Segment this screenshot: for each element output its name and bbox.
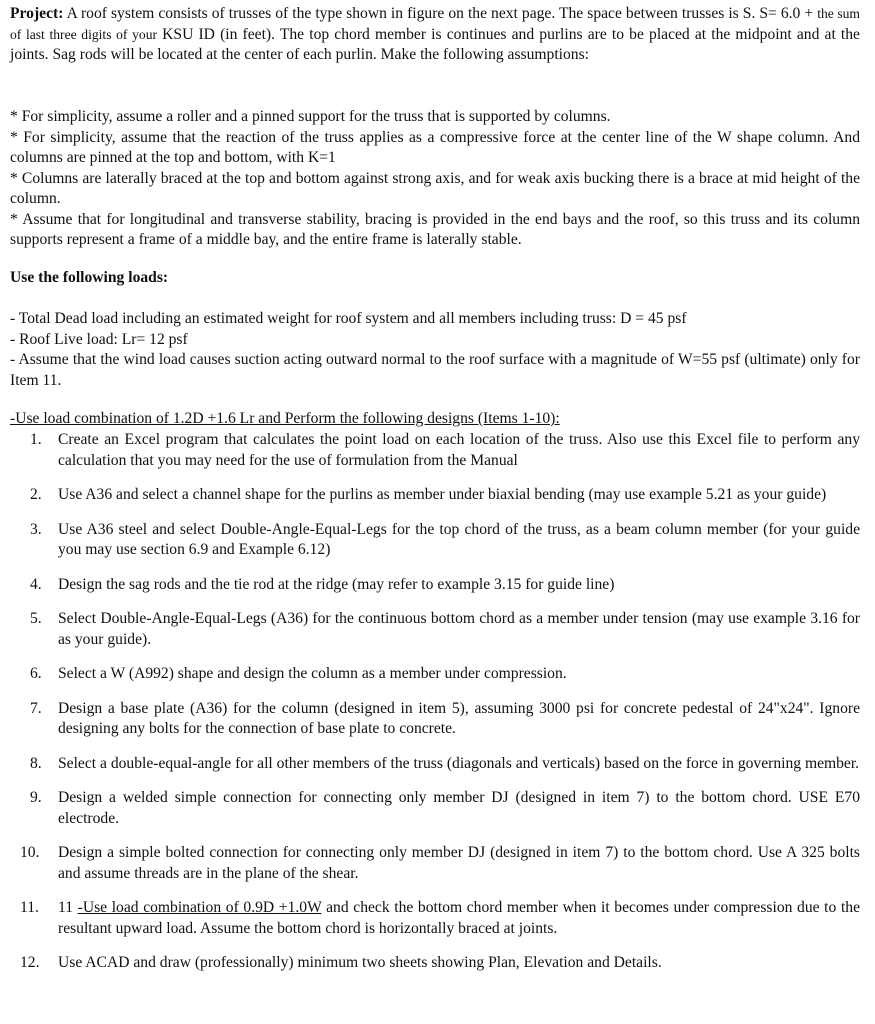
item-number: 2. [30,486,42,503]
item-number: 4. [30,575,42,593]
item-number: 8. [30,754,42,772]
design-item [10,485,860,506]
assumption-2: * For simplicity, assume that the reaction of the truss applies as a compressive force at the center line of the W shape column. And columns are pinned at the top and bottom, with K=1 [10,128,860,166]
item-text: Select Double-Angle-Equal-Legs (A36) for the continuous bottom chord as a member under tension (may use example 3.16 for as your guide). [58,610,860,648]
design-item [10,953,860,974]
item-text: Use ACAD and draw (professionally) minimum two sheets showing Plan, Elevation and Details. [58,954,662,971]
item-text: Use A36 and select a channel shape for the purlins as member under biaxial bending (may use example 5.21 as your guide) [58,486,827,503]
design-item [10,430,860,471]
wind-load: - Assume that the wind load causes suction acting outward normal to the roof surface with a magnitude of W=55 psf (ultimate) only for Item 11. [10,351,860,389]
item-text: Design a simple bolted connection for connecting only member DJ (designed in item 7) to the bottom chord. Use A 325 bolts and assume threads are in the plane of the shear. [58,844,860,882]
assumptions-list [10,107,860,251]
loads-heading: Use the following loads: [10,269,169,286]
item-text: Select a double-equal-angle for all other members of the truss (diagonals and verticals) based on the force in governing member. [58,754,860,772]
item-text: Design a base plate (A36) for the column (designed in item 5), assuming 3000 psi for concrete pedestal of 24"x24". Ignore designing any bolts for the connection of base plate to concrete. [58,699,860,737]
design-item [10,788,860,829]
live-load: - Roof Live load: Lr= 12 psf [10,330,188,348]
item-11-prefix: 11 [58,899,78,916]
item-text: Create an Excel program that calculates the point load on each location of the truss. Also use this Excel file to perform any calculation that you may need for the use of formulation from the Manual [58,431,860,469]
design-item [10,699,860,740]
assumption-3: * Columns are laterally braced at the top and bottom against strong axis, and for weak axis bucking there is a brace at mid height of the column. [10,169,860,207]
project-label: Project: [10,5,64,22]
design-item [10,520,860,561]
design-item [10,843,860,884]
load-combination-heading: -Use load combination of 1.2D +1.6 Lr and Perform the following designs (Items 1-10): [10,410,560,427]
item-number: 7. [30,699,42,717]
design-items-list [10,430,860,974]
design-item [10,754,860,775]
project-text-1: A roof system consists of trusses of the type shown in figure on the next page. The space between trusses is S. S= 6.0 + [66,5,818,22]
item-11-combination: -Use load combination of 0.9D +1.0W [77,899,322,916]
assumption-4: * Assume that for longitudinal and transverse stability, bracing is provided in the end bays and the roof, so this truss and its column supports represent a frame of a middle bay, and the entire frame is laterally stable. [10,210,860,248]
item-number: 6. [30,665,42,682]
item-number: 12. [20,954,40,971]
item-number: 9. [30,789,42,806]
item-text: Design a welded simple connection for connecting only member DJ (designed in item 7) to the bottom chord. USE E70 electrode. [58,789,860,827]
dead-load: - Total Dead load including an estimated weight for roof system and all members including truss: D = 45 psf [10,310,687,327]
item-text: Select a W (A992) shape and design the column as a member under compression. [58,665,567,682]
assumption-1: * For simplicity, assume a roller and a pinned support for the truss that is supported by columns. [10,108,611,125]
project-text-2: KSU ID (in feet). The top chord member is continues and purlins are to be placed at the midpoint and at the joints. Sag rods will be located at the center of each purlin. Make the following assumptions: [10,25,860,63]
item-number: 11. [20,899,39,916]
design-item [10,575,860,596]
item-number: 5. [30,610,42,627]
item-number: 10. [20,844,40,861]
project-paragraph [10,4,860,66]
item-text-11 [58,898,860,939]
design-item [10,664,860,685]
design-item [10,898,860,939]
item-text: Use A36 steel and select Double-Angle-Equal-Legs for the top chord of the truss, as a beam column member (for your guide you may use section 6.9 and Example 6.12) [58,520,860,558]
project-text-small: the sum of last three digits of your [10,6,860,42]
item-11-rest: and check the bottom chord member when it becomes under compression due to the resultant upward load. Assume the bottom chord is horizontally braced at joints. [58,899,860,937]
loads-list [10,309,860,391]
item-number: 1. [30,431,42,448]
item-number: 3. [30,520,42,538]
design-item [10,609,860,650]
item-text: Design the sag rods and the tie rod at the ridge (may refer to example 3.15 for guide line) [58,575,615,593]
